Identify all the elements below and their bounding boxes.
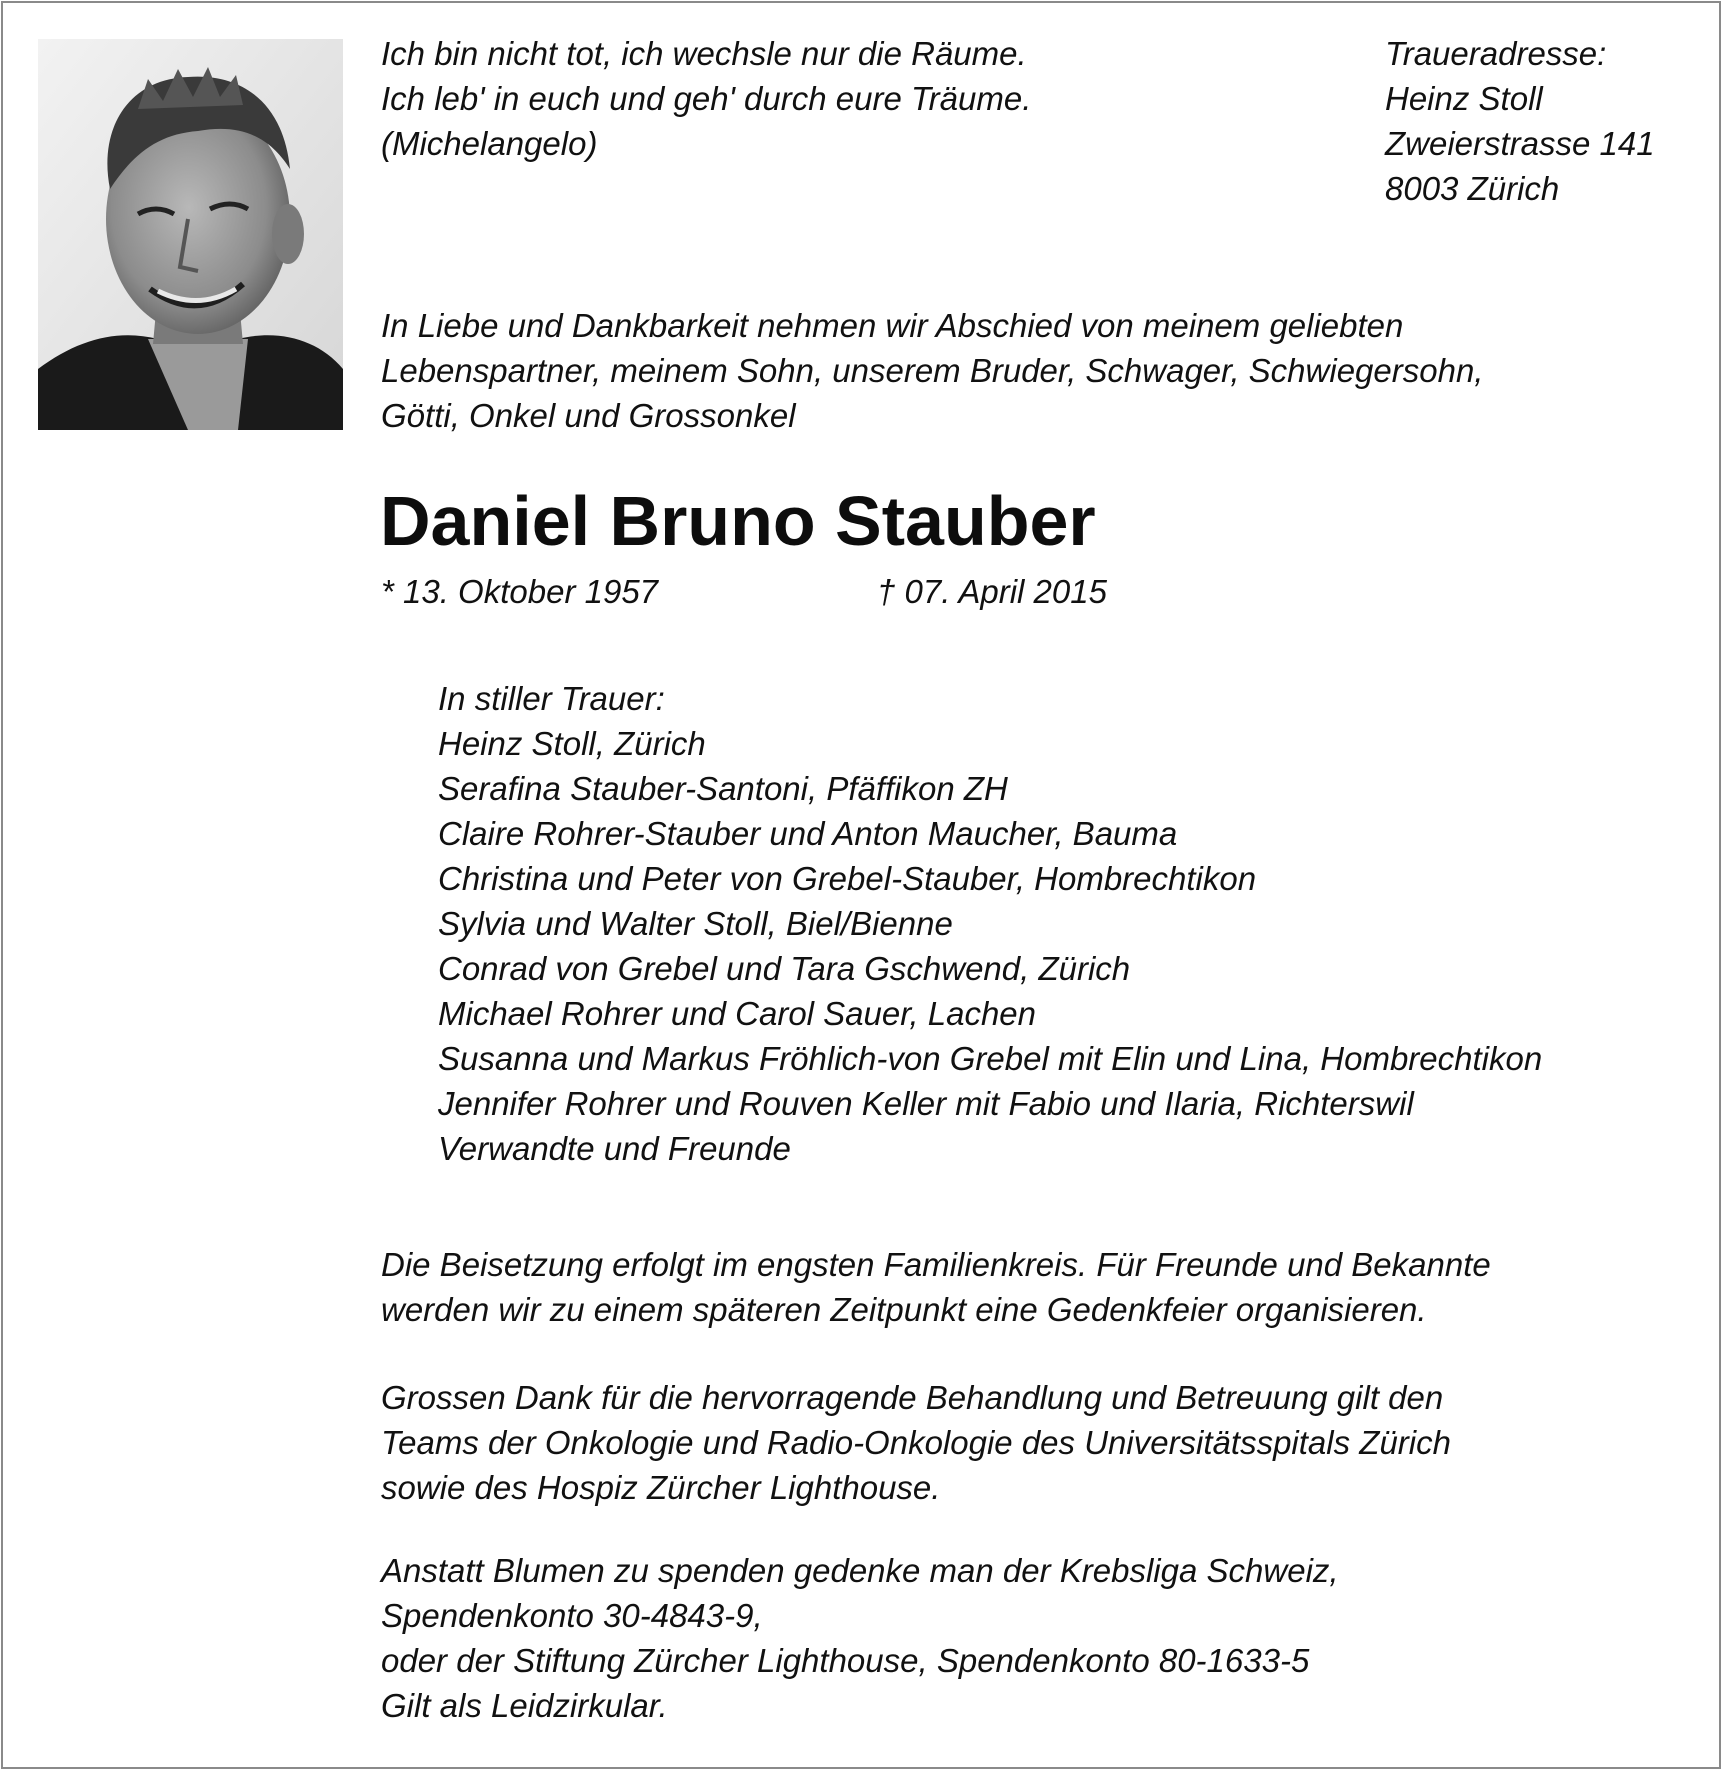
mourner-item: Susanna und Markus Fröhlich-von Grebel mit Elin und Lina, Hombrechtikon [438, 1040, 1543, 1077]
mourner-item: Serafina Stauber-Santoni, Pfäffikon ZH [438, 770, 1008, 807]
circular-note: Gilt als Leidzirkular. [381, 1687, 668, 1724]
donation-line: oder der Stiftung Zürcher Lighthouse, Spendenkonto 80-1633-5 [381, 1642, 1310, 1679]
intro-line: Lebenspartner, meinem Sohn, unserem Bruder, Schwager, Schwiegersohn, [381, 352, 1484, 389]
donation-notice [381, 1548, 1339, 1728]
thanks-notice [381, 1375, 1451, 1510]
quote-block [381, 31, 1031, 166]
burial-line: werden wir zu einem späteren Zeitpunkt eine Gedenkfeier organisieren. [381, 1291, 1427, 1328]
intro-line: Götti, Onkel und Grossonkel [381, 397, 796, 434]
donation-account: Spendenkonto 30-4843-9, [381, 1597, 763, 1634]
quote-author: (Michelangelo) [381, 125, 598, 162]
mourner-item: Verwandte und Freunde [438, 1130, 791, 1167]
quote-line: Ich bin nicht tot, ich wechsle nur die Räume. [381, 35, 1027, 72]
address-line: 8003 Zürich [1385, 170, 1560, 207]
mourning-address-block [1385, 31, 1655, 211]
thanks-line: Teams der Onkologie und Radio-Onkologie des Universitätsspitals Zürich [381, 1424, 1451, 1461]
mourner-item: Sylvia und Walter Stoll, Biel/Bienne [438, 905, 953, 942]
mourner-item: Christina und Peter von Grebel-Stauber, Hombrechtikon [438, 860, 1257, 897]
mourner-item: Jennifer Rohrer und Rouven Keller mit Fabio und Ilaria, Richterswil [438, 1085, 1414, 1122]
intro-line: In Liebe und Dankbarkeit nehmen wir Abschied von meinem geliebten [381, 307, 1404, 344]
address-line: Heinz Stoll [1385, 80, 1543, 117]
address-heading: Traueradresse: [1385, 35, 1607, 72]
deceased-name: Daniel Bruno Stauber [380, 482, 1096, 560]
mourner-item: Heinz Stoll, Zürich [438, 725, 706, 762]
donation-line: Anstatt Blumen zu spenden gedenke man der Krebsliga Schweiz, [381, 1552, 1339, 1589]
portrait-icon [38, 39, 343, 430]
portrait-photo [38, 39, 343, 430]
mourners-heading: In stiller Trauer: [438, 680, 665, 717]
address-line: Zweierstrasse 141 [1385, 125, 1655, 162]
death-date: † 07. April 2015 [877, 573, 1107, 610]
thanks-line: sowie des Hospiz Zürcher Lighthouse. [381, 1469, 941, 1506]
mourner-item: Michael Rohrer und Carol Sauer, Lachen [438, 995, 1037, 1032]
thanks-line: Grossen Dank für die hervorragende Behandlung und Betreuung gilt den [381, 1379, 1444, 1416]
quote-line: Ich leb' in euch und geh' durch eure Träume. [381, 80, 1032, 117]
obituary-frame [1, 1, 1721, 1769]
farewell-intro [381, 303, 1483, 438]
burial-notice [381, 1242, 1491, 1332]
birth-date: * 13. Oktober 1957 [381, 573, 659, 610]
mourner-item: Conrad von Grebel und Tara Gschwend, Zürich [438, 950, 1131, 987]
mourner-item: Claire Rohrer-Stauber und Anton Maucher, Bauma [438, 815, 1178, 852]
burial-line: Die Beisetzung erfolgt im engsten Familienkreis. Für Freunde und Bekannte [381, 1246, 1491, 1283]
mourners-list [438, 676, 1542, 1171]
